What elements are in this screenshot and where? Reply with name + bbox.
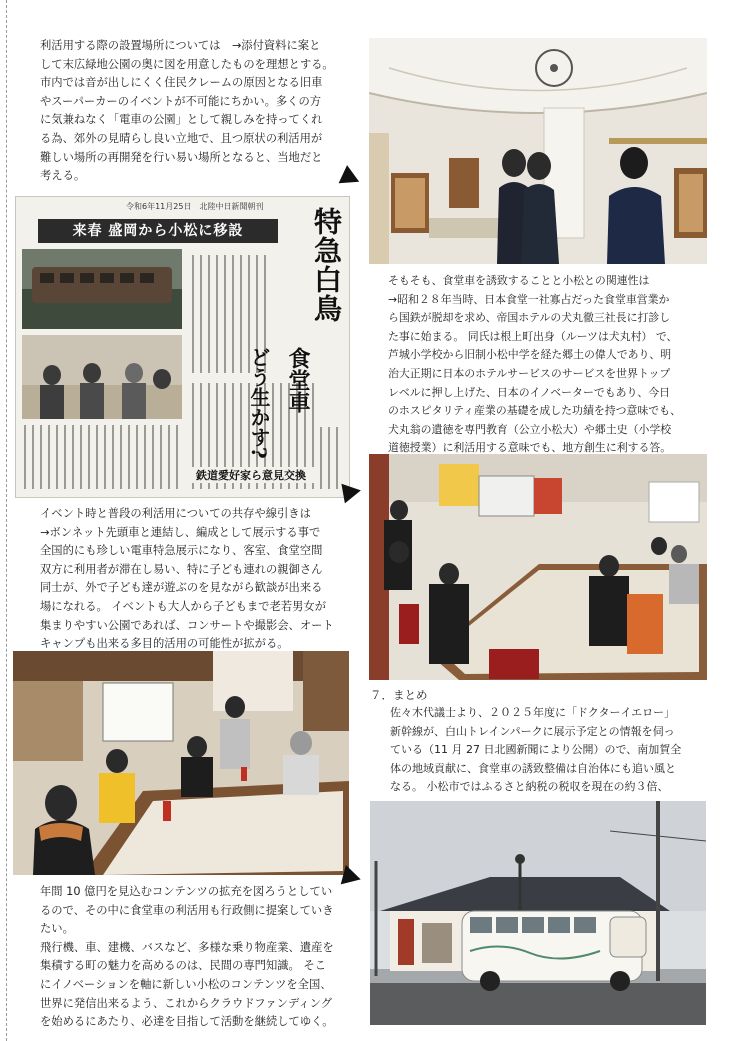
clipping-photo-meeting [22,335,182,419]
arrow-right-icon [341,481,362,504]
left-dashed-border [6,0,7,1041]
section-heading-summary: ７．まとめ [370,688,428,702]
clipping-banner: 来春 盛岡から小松に移設 [38,219,278,243]
clipping-subheadline: 鉄道愛好家ら意見交換 [186,467,316,483]
photo-station-bus [370,801,706,1025]
clipping-headline-line3: どう生かす? [247,347,271,459]
paragraph-future-plans: 年間 10 億円を見込むコンテンツの拡充を図ろうとしてい るので、その中に食堂車の利活用も行政側に提案していき たい。 飛行機、車、建機、バスなど、多様な乗り物産業、遺産を 集積する町の魅力を高めるのは、民間の専門知識。 そこ にイノベーションを軸に新しい小松のコンテンツを全国、 世界に発信出来るよう、これからクラウドファンディング を始めるにあたり、必達を目指して活動を継続してゆく。 [40,885,334,1029]
photo-meeting-room-right [369,454,707,680]
clipping-headline [275,207,343,323]
clipping-headline-line1: 特急白鳥 [310,207,343,323]
paragraph-event-coexistence: イベント時と普段の利活用についての共存や線引きは →ボンネット先頭車と連結し、編成として展示する事で 全国的にも珍しい電車特急展示になり、客室、食堂空間 双方に利用者が滞在し易い、特に子ども連れの親御さん 同士が、外で子ども達が遊ぶのを見ながら歓談が出来る 場になれる。 イベントも大人から子どもまで老若男女が 集まりやすい公園であれば、コンサートや撮影会、オート キャンプも出来る多目的活用の可能性が拡がる。 [40,507,334,651]
photo-meeting-room-left [13,651,349,875]
photo-dining-car-interior [369,38,707,264]
paragraph-summary: 佐々木代議士より、２０２５年度に「ドクターイエロー」 新幹線が、白山トレインパークに展示予定との情報を伺っ ている（11 月 27 日北國新聞により公開）ので、南加賀全 体の地域貢献に、食堂車の誘致整備は自治体にも追い風と なる。 小松市ではふるさと納税の税収を現在の約３倍、 [390,706,682,794]
clipping-photo-train [22,249,182,329]
paragraph-connection-komatsu: そもそも、食堂車を誘致することと小松との関連性は →昭和２８年当時、日本食堂一社寡占だった食堂車営業か ら国鉄が脱却を求め、帝国ホテルの犬丸徹三社長に打診し た事に始まる。 同氏は根上町出身（ルーツは犬丸村） で、 芦城小学校から旧制小松中学を経た郷土の偉人であり、明 治大正期に日本のホテルサービスのサービスを世界トップ レベルに押し上げた、日本のイノベーターでもあり、今日 のホスピタリティ産業の基礎を成した功績を持つ意味でも、 犬丸翁の遺徳を専門教育（公立小松大）や郷土史（小学校 道徳授業）に利活用する意味でも、地方創生に利する答。 [388,274,681,455]
newspaper-clipping [15,196,350,498]
clipping-date: 令和6年11月25日 北陸中日新聞朝刊 [126,202,264,211]
clipping-headline-line2: 食堂車 [285,347,311,413]
paragraph-installation-site: 利活用する際の設置場所については →添付資料に案と して末広緑地公園の奥に図を用意したものを理想とする。 市内では音が出しにくく住民クレームの原因となる旧車 やスーパーカーのイベントが不可能にちかい。多くの方 に気兼ねなく「電車の公園」として親しみを持ってくれ る為、郊外の見晴らし良い立地で、且つ原状の利活用が 難しい場所の再開発を行い易い場所となると、当地だと 考える。 [40,39,334,183]
